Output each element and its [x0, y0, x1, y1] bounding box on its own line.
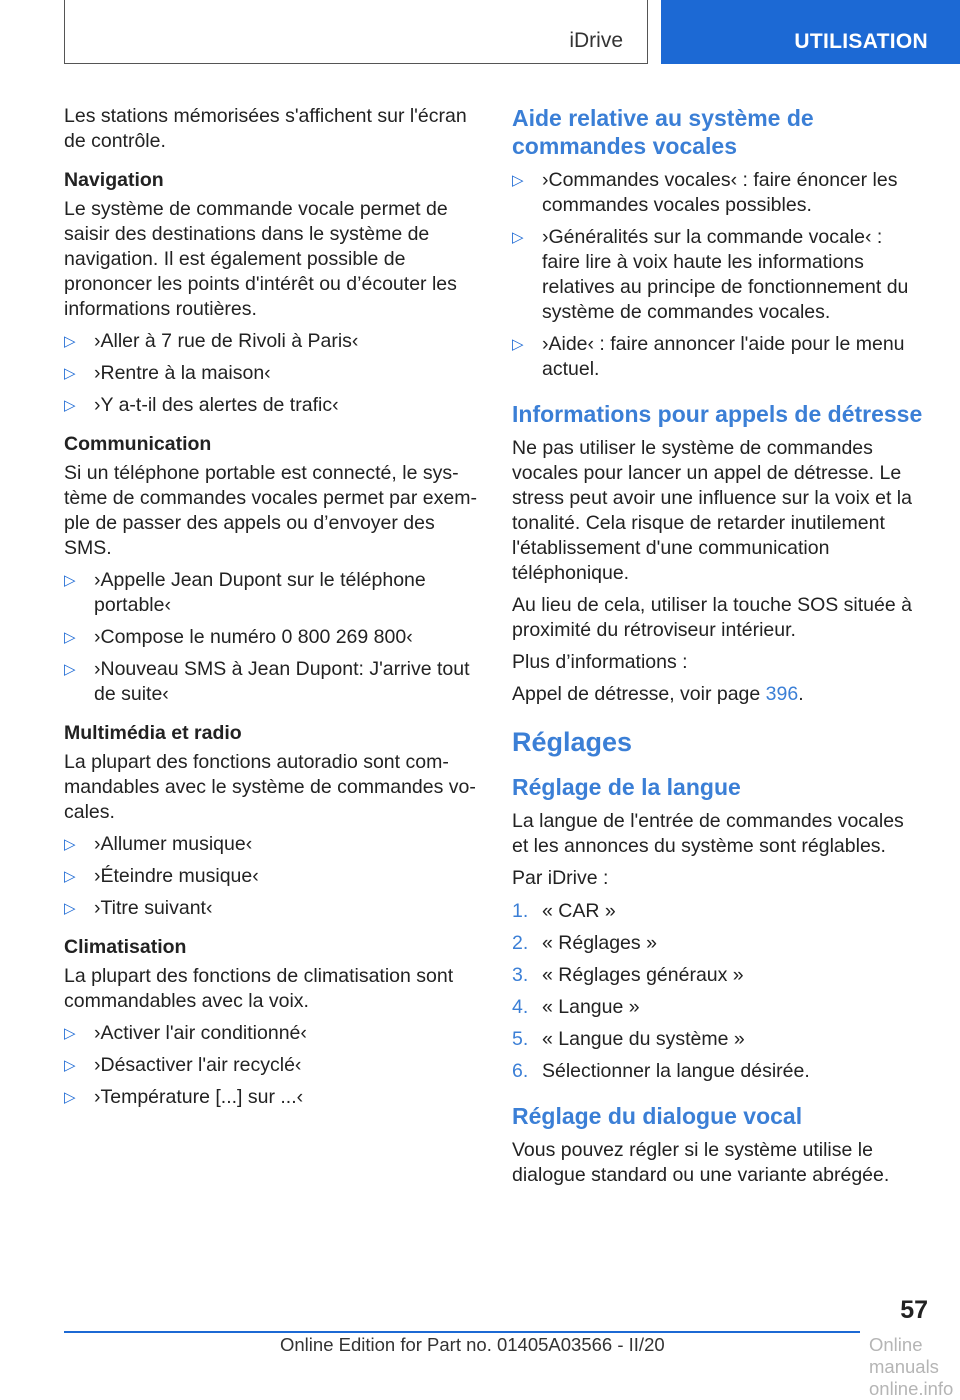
triangle-bullet-icon: ▷ — [64, 661, 76, 678]
triangle-bullet-icon: ▷ — [64, 629, 76, 646]
list-item: ▷ ›Aide‹ : faire annoncer l'aide pour le menu actuel. — [512, 333, 905, 380]
multimedia-paragraph: La plupart des fonctions autoradio sont commandables avec le système de commandes vocales. — [64, 751, 476, 823]
climatisation-paragraph: La plupart des fonctions de climatisation sont commandables avec la voix. — [64, 965, 454, 1012]
list-item: ▷ ›Éteindre musique‹ — [64, 865, 259, 887]
list-item: 2. « Réglages » — [512, 932, 657, 954]
list-item: ▷ ›Température [...] sur ...‹ — [64, 1086, 304, 1108]
page-reference-link[interactable]: 396 — [765, 683, 799, 705]
triangle-bullet-icon: ▷ — [512, 172, 524, 189]
triangle-bullet-icon: ▷ — [64, 365, 76, 382]
list-item: 5. « Langue du système » — [512, 1028, 745, 1050]
left-column — [64, 104, 478, 1117]
par-idrive-text: Par iDrive : — [512, 867, 609, 889]
list-item: 3. « Réglages généraux » — [512, 964, 744, 986]
footer-divider — [64, 1331, 860, 1333]
footer-watermark: Online manuals online.info — [869, 1334, 954, 1399]
list-item: ▷ ›Nouveau SMS à Jean Dupont: J'arrive tout de suite‹ — [64, 658, 470, 705]
climatisation-heading: Climatisation — [64, 936, 187, 958]
dialogue-heading: Réglage du dialogue vocal — [512, 1103, 803, 1129]
detresse-paragraph-4: Appel de détresse, voir page 396. — [512, 683, 804, 705]
dialogue-paragraph: Vous pouvez régler si le système utilise le dialogue standard ou une variante abrégée. — [512, 1139, 890, 1186]
navigation-paragraph: Le système de commande vocale permet de saisir des destinations dans le système de navigation. Il est également possible de prononcer les points d'intérêt ou d’écouter les informations routières. — [64, 198, 457, 320]
detresse-heading: Informations pour appels de détresse — [512, 401, 923, 427]
list-item: ▷ ›Activer l'air conditionné‹ — [64, 1022, 307, 1044]
footer-edition: Online Edition for Part no. 01405A03566 - II/20 — [280, 1334, 665, 1355]
triangle-bullet-icon: ▷ — [64, 397, 76, 414]
header-chapter-title: UTILISATION — [794, 30, 928, 53]
detresse-paragraph-1: Ne pas utiliser le système de commandes vocales pour lancer un appel de détresse. Le stress peut avoir une influence sur la voix et la tonalité. Cela risque de retarder inutilement l'établissement d'une communication téléphonique. — [512, 437, 912, 584]
list-item: 1. « CAR » — [512, 900, 616, 922]
list-item: 6. Sélectionner la langue désirée. — [512, 1060, 810, 1082]
list-item: ▷ ›Y a-t-il des alertes de trafic‹ — [64, 394, 339, 416]
list-item: ▷ ›Appelle Jean Dupont sur le téléphone portable‹ — [64, 569, 426, 616]
intro-paragraph: Les stations mémorisées s'affichent sur l'écran de contrôle. — [64, 105, 467, 152]
communication-paragraph: Si un téléphone portable est connecté, le système de commandes vocales permet par exemple de passer des appels ou d’envoyer des SMS. — [64, 462, 477, 559]
climatisation-list — [64, 1021, 478, 1110]
list-item: ▷ ›Compose le numéro 0 800 269 800‹ — [64, 626, 413, 648]
triangle-bullet-icon: ▷ — [64, 1089, 76, 1106]
langue-steps — [512, 899, 924, 1084]
triangle-bullet-icon: ▷ — [64, 572, 76, 589]
triangle-bullet-icon: ▷ — [64, 1057, 76, 1074]
reglages-heading: Réglages — [512, 727, 633, 757]
communication-list — [64, 568, 478, 707]
right-column — [512, 104, 924, 1195]
triangle-bullet-icon: ▷ — [512, 336, 524, 353]
list-item: ▷ ›Titre suivant‹ — [64, 897, 213, 919]
multimedia-heading: Multimédia et radio — [64, 722, 242, 744]
navigation-list — [64, 329, 478, 418]
triangle-bullet-icon: ▷ — [64, 868, 76, 885]
header-section-box — [64, 0, 648, 64]
langue-paragraph: La langue de l'entrée de commandes vocales et les annonces du système sont réglables. — [512, 810, 904, 857]
header-section-title: iDrive — [569, 29, 623, 52]
aide-list — [512, 168, 924, 382]
aide-heading: Aide relative au système de commandes vocales — [512, 105, 814, 159]
list-item: ▷ ›Commandes vocales‹ : faire énoncer les commandes vocales possibles. — [512, 169, 898, 216]
communication-heading: Communication — [64, 433, 212, 455]
detresse-paragraph-3: Plus d’informations : — [512, 651, 688, 673]
header-chapter-box — [661, 0, 960, 64]
list-item: ▷ ›Désactiver l'air recyclé‹ — [64, 1054, 302, 1076]
navigation-heading: Navigation — [64, 169, 164, 191]
list-item: ▷ ›Allumer musique‹ — [64, 833, 253, 855]
multimedia-list — [64, 832, 478, 921]
page-number: 57 — [900, 1296, 928, 1324]
list-item: ▷ ›Rentre à la maison‹ — [64, 362, 271, 384]
detresse-paragraph-2: Au lieu de cela, utiliser la touche SOS située à proximité du rétroviseur intérieur. — [512, 594, 912, 641]
list-item: ▷ ›Généralités sur la commande vocale‹ : faire lire à voix haute les informations relatives au principe de fonctionnement du système de commandes vocales. — [512, 226, 909, 323]
triangle-bullet-icon: ▷ — [64, 836, 76, 853]
triangle-bullet-icon: ▷ — [512, 229, 524, 246]
triangle-bullet-icon: ▷ — [64, 333, 76, 350]
langue-heading: Réglage de la langue — [512, 774, 741, 800]
triangle-bullet-icon: ▷ — [64, 900, 76, 917]
list-item: ▷ ›Aller à 7 rue de Rivoli à Paris‹ — [64, 330, 359, 352]
list-item: 4. « Langue » — [512, 996, 640, 1018]
triangle-bullet-icon: ▷ — [64, 1025, 76, 1042]
